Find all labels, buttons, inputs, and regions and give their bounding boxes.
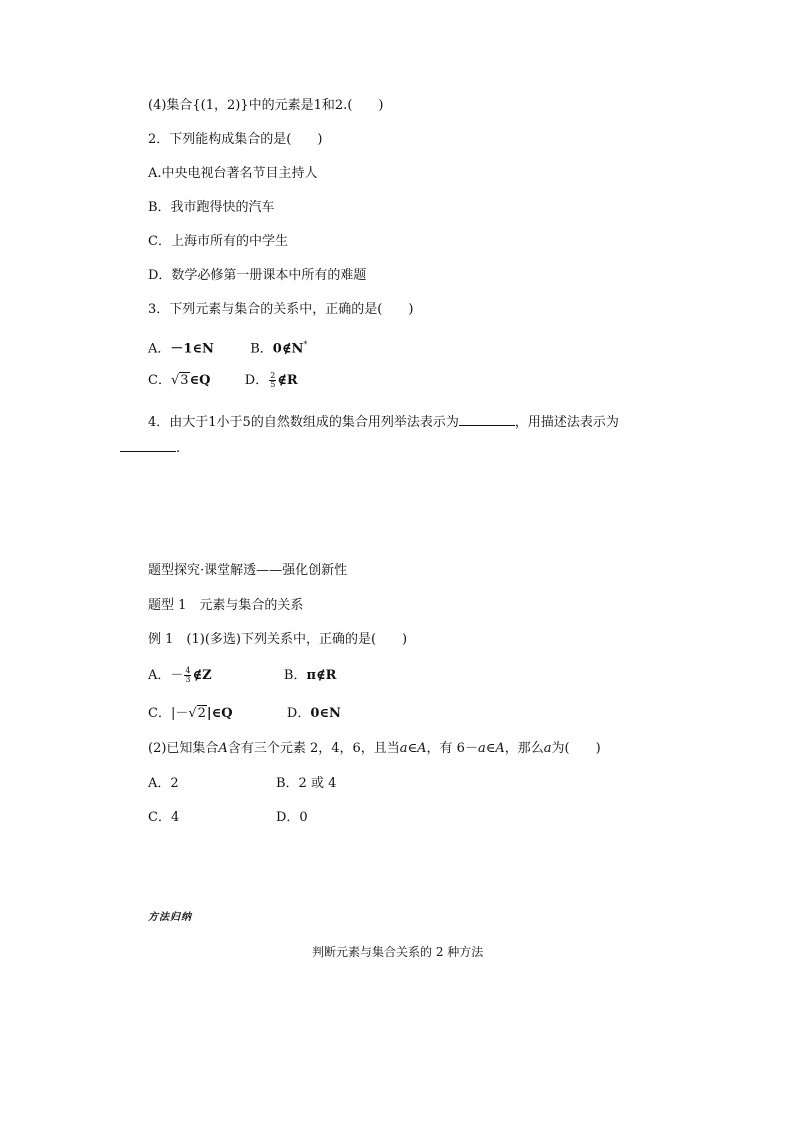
ex1-2-mid2: ∈ xyxy=(407,741,418,756)
q3-c-radicand: 3 xyxy=(180,373,189,388)
q2-option-b: B．我市跑得快的汽车 xyxy=(148,200,275,215)
ex1-b-expr: π∉R xyxy=(306,668,337,683)
ex1-b-label: B． xyxy=(283,668,307,683)
ex1-2-option-b: B．2 或 4 xyxy=(276,776,337,791)
ex1-a-rest: ∉Z xyxy=(192,668,212,683)
q2-option-c: C．上海市所有的中学生 xyxy=(148,234,288,249)
ex1-2-option-a: A．2 xyxy=(148,776,179,791)
ex1-options-cd xyxy=(148,705,341,723)
q2-stem: 2．下列能构成集合的是( ) xyxy=(148,132,323,147)
ex1-2-mid3: ，有 6－ xyxy=(426,741,478,756)
ex1-a-num: 4 xyxy=(185,666,191,675)
q3-options-ab xyxy=(148,336,307,358)
q2-option-d: D．数学必修第一册课本中所有的难题 xyxy=(148,268,367,283)
ex1-2-end: 为( ) xyxy=(551,741,601,756)
q3-b-label: B． xyxy=(250,341,273,357)
ex1-a-den: 3 xyxy=(185,675,191,684)
q3-b-expr: 0∉N xyxy=(272,341,304,357)
q3-a-label: A． xyxy=(148,341,171,357)
q3-a-expr: －1∈N xyxy=(170,341,214,357)
method-label: 方法归纳 xyxy=(148,912,192,923)
ex1-d-expr: 0∈N xyxy=(310,706,341,721)
ex1-c-label: C． xyxy=(148,706,171,721)
q3-d-fraction xyxy=(269,372,276,389)
q3-d-den: 5 xyxy=(270,380,276,389)
q4-line2 xyxy=(120,437,180,458)
ex1-2-option-d: D．0 xyxy=(276,810,308,825)
ex1-2-mid5: ，那么 xyxy=(504,741,544,756)
ex1-options-ab xyxy=(148,667,336,685)
set-a-var: A xyxy=(218,741,228,756)
method-title: 判断元素与集合关系的 2 种方法 xyxy=(312,945,484,959)
q4-part1: 4．由大于1小于5的自然数组成的集合用列举法表示为 xyxy=(148,415,459,430)
ex1-2-pre: (2)已知集合 xyxy=(148,741,219,756)
q4-blank-1 xyxy=(459,411,515,426)
ex1-a-label: A．－ xyxy=(148,668,184,683)
ex1-c-post: |∈Q xyxy=(206,706,233,721)
q3-d-label: D． xyxy=(244,373,269,388)
q3-options-cd xyxy=(148,372,298,390)
q3-stem: 3．下列元素与集合的关系中，正确的是( ) xyxy=(148,302,414,317)
ex1-c-pre: |－ xyxy=(170,706,189,721)
section-title: 题型探究·课堂解透——强化创新性 xyxy=(148,563,348,578)
ex1-d-label: D． xyxy=(286,706,311,721)
ex1-a-fraction xyxy=(184,667,191,684)
q4-end: . xyxy=(176,441,181,456)
ex1-2-mid4: ∈ xyxy=(485,741,496,756)
set-a-var: A xyxy=(495,741,505,756)
ex1-part2-stem xyxy=(148,740,601,758)
ex1-c-sqrt: √2 xyxy=(188,706,206,721)
q4-line1 xyxy=(148,411,619,432)
q3-b-sup: * xyxy=(303,340,308,349)
ex1-c-radicand: 2 xyxy=(197,706,206,721)
elem-a-var: a xyxy=(477,741,486,756)
topic-heading: 题型 1 元素与集合的关系 xyxy=(148,598,304,613)
q3-d-rest: ∉R xyxy=(277,373,298,388)
q4-blank-2 xyxy=(120,437,176,452)
q3-c-sqrt: √3 xyxy=(170,373,189,388)
q4-part2: ，用描述法表示为 xyxy=(514,415,619,430)
q3-c-rest: ∈Q xyxy=(189,373,211,388)
ex1-2-option-c: C．4 xyxy=(148,810,180,825)
set-a-var: A xyxy=(417,741,427,756)
ex1-2-mid1: 含有三个元素 2，4，6，且当 xyxy=(227,741,400,756)
q1-item-4: (4)集合{(1，2)}中的元素是1和2.( ) xyxy=(148,98,384,113)
q2-option-a: A.中央电视台著名节目主持人 xyxy=(148,166,318,181)
q3-c-label: C． xyxy=(148,373,171,388)
elem-a-var: a xyxy=(399,741,408,756)
elem-a-var: a xyxy=(543,741,552,756)
q3-d-num: 2 xyxy=(270,371,276,380)
ex1-stem: 例 1 (1)(多选)下列关系中，正确的是( ) xyxy=(148,632,408,647)
